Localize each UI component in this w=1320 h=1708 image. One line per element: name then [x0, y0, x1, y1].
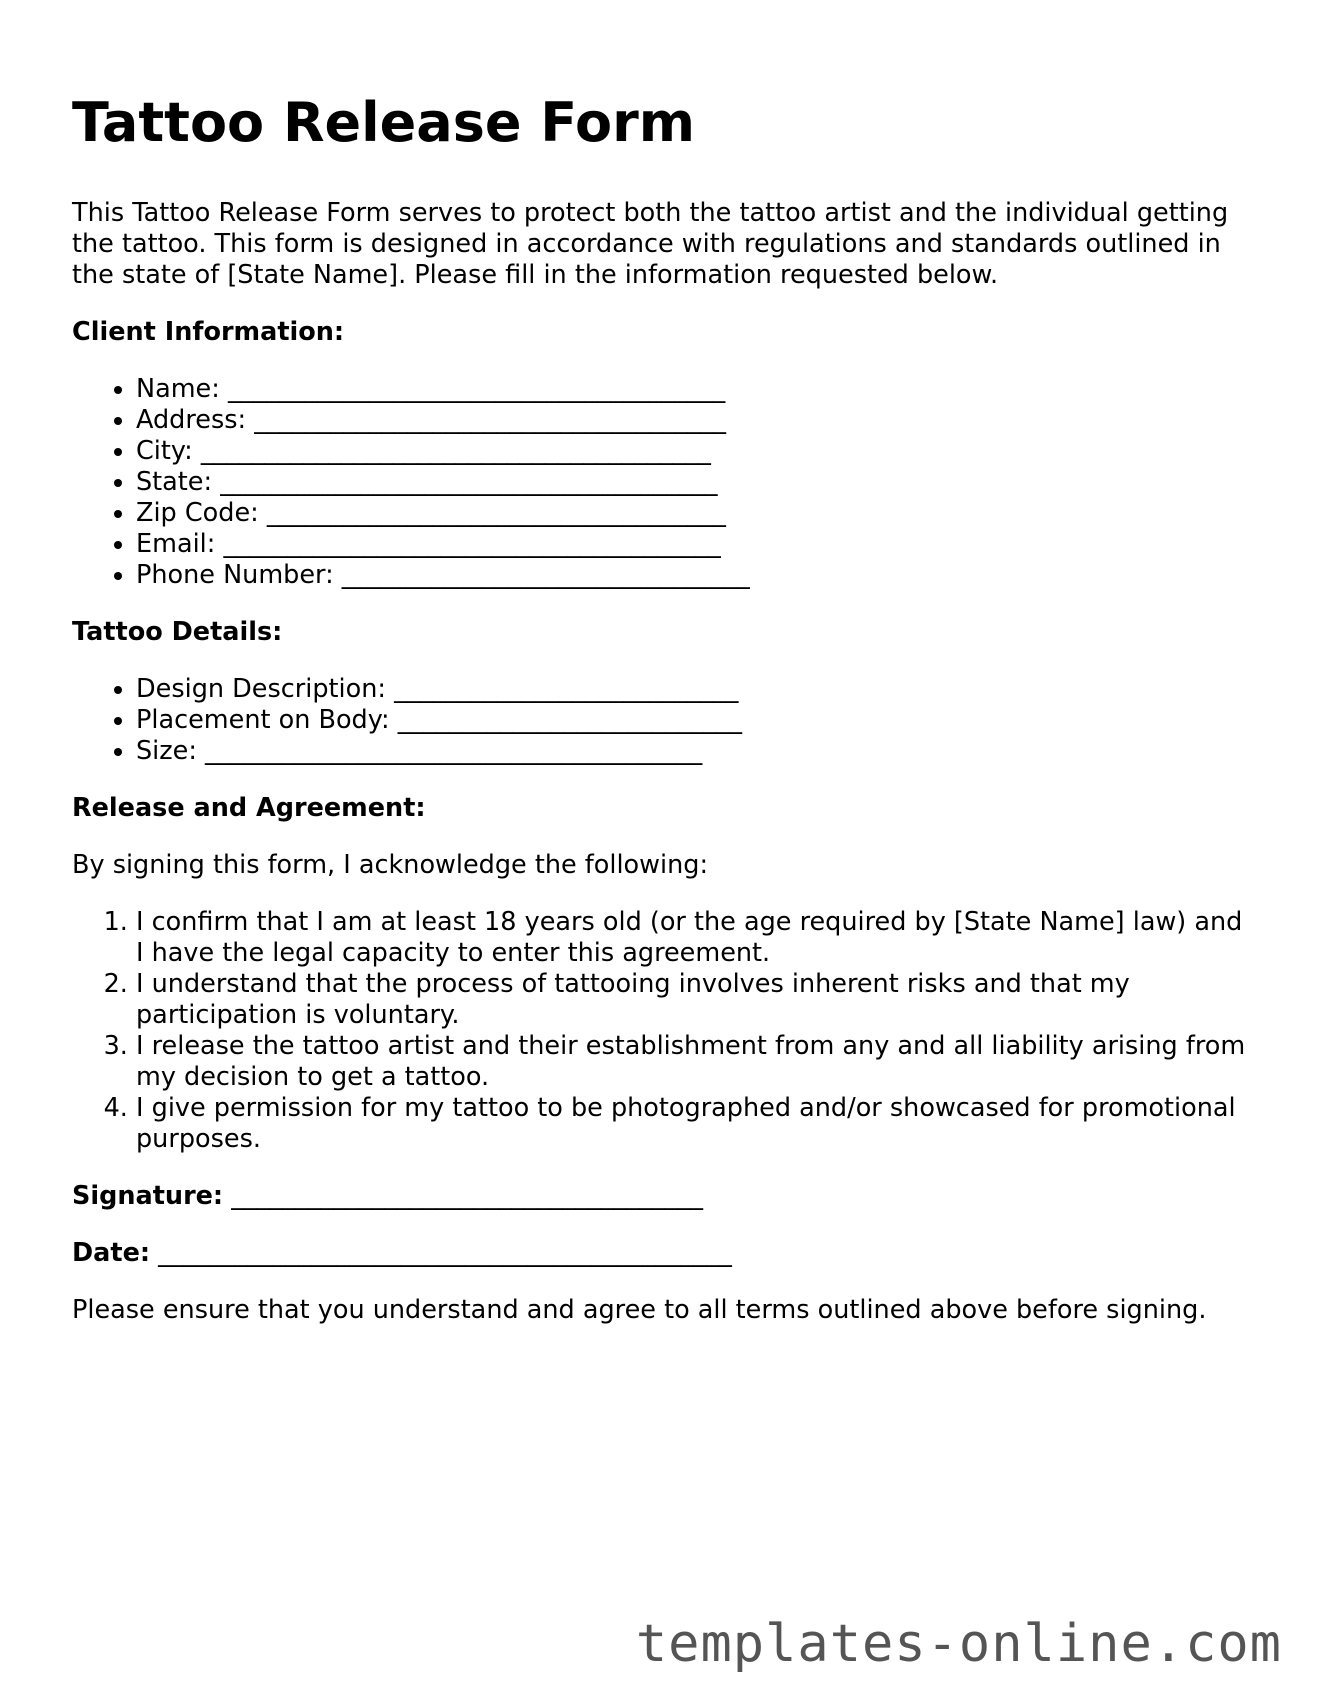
- watermark-logo: templates-online.com: [635, 1614, 1282, 1674]
- client-info-list: [72, 374, 1252, 591]
- signature-label: Signature:: [72, 1181, 224, 1211]
- field-design-description[interactable]: • Design Description: ___________________________: [136, 674, 1252, 705]
- date-label: Date:: [72, 1238, 151, 1268]
- release-lead: By signing this form, I acknowledge the following:: [72, 850, 709, 880]
- client-info-heading: Client Information:: [72, 317, 345, 347]
- page-title: Tattoo Release Form: [72, 91, 695, 154]
- tattoo-details-list: [72, 674, 1252, 767]
- signature-blank[interactable]: _____________________________________: [231, 1181, 703, 1211]
- date-field[interactable]: [72, 1238, 1252, 1269]
- field-phone-number[interactable]: • Phone Number: ________________________________: [136, 560, 1252, 591]
- release-term: 4. I give permission for my tattoo to be photographed and/or showcased for promotional purposes.: [136, 1093, 1252, 1155]
- field-size[interactable]: • Size: _______________________________________: [136, 736, 1252, 767]
- field-name[interactable]: • Name: _______________________________________: [136, 374, 1252, 405]
- closing-note: Please ensure that you understand and agree to all terms outlined above before signing.: [72, 1295, 1207, 1325]
- release-term: 1. I confirm that I am at least 18 years old (or the age required by [State Name] law) and I have the legal capacity to enter this agreement.: [136, 907, 1252, 969]
- signature-field[interactable]: [72, 1181, 1252, 1212]
- field-state[interactable]: • State: _______________________________________: [136, 467, 1252, 498]
- release-terms-list: [72, 907, 1252, 1155]
- field-email[interactable]: • Email: _______________________________________: [136, 529, 1252, 560]
- field-zip-code[interactable]: • Zip Code: ____________________________________: [136, 498, 1252, 529]
- field-address[interactable]: • Address: _____________________________________: [136, 405, 1252, 436]
- field-city[interactable]: • City: ________________________________________: [136, 436, 1252, 467]
- field-placement-on-body[interactable]: • Placement on Body: ___________________________: [136, 705, 1252, 736]
- tattoo-details-heading: Tattoo Details:: [72, 617, 283, 647]
- release-term: 2. I understand that the process of tattooing involves inherent risks and that my participation is voluntary.: [136, 969, 1252, 1031]
- release-heading: Release and Agreement:: [72, 793, 426, 823]
- date-blank[interactable]: _____________________________________________: [158, 1238, 732, 1268]
- release-term: 3. I release the tattoo artist and their establishment from any and all liability arising from my decision to get a tattoo.: [136, 1031, 1252, 1093]
- document-page: [72, 86, 1252, 1326]
- intro-paragraph: This Tattoo Release Form serves to protect both the tattoo artist and the individual getting the tattoo. This form is designed in accordance with regulations and standards outlined in the state of [State Name]. Please fill in the information requested below.: [72, 198, 1229, 290]
